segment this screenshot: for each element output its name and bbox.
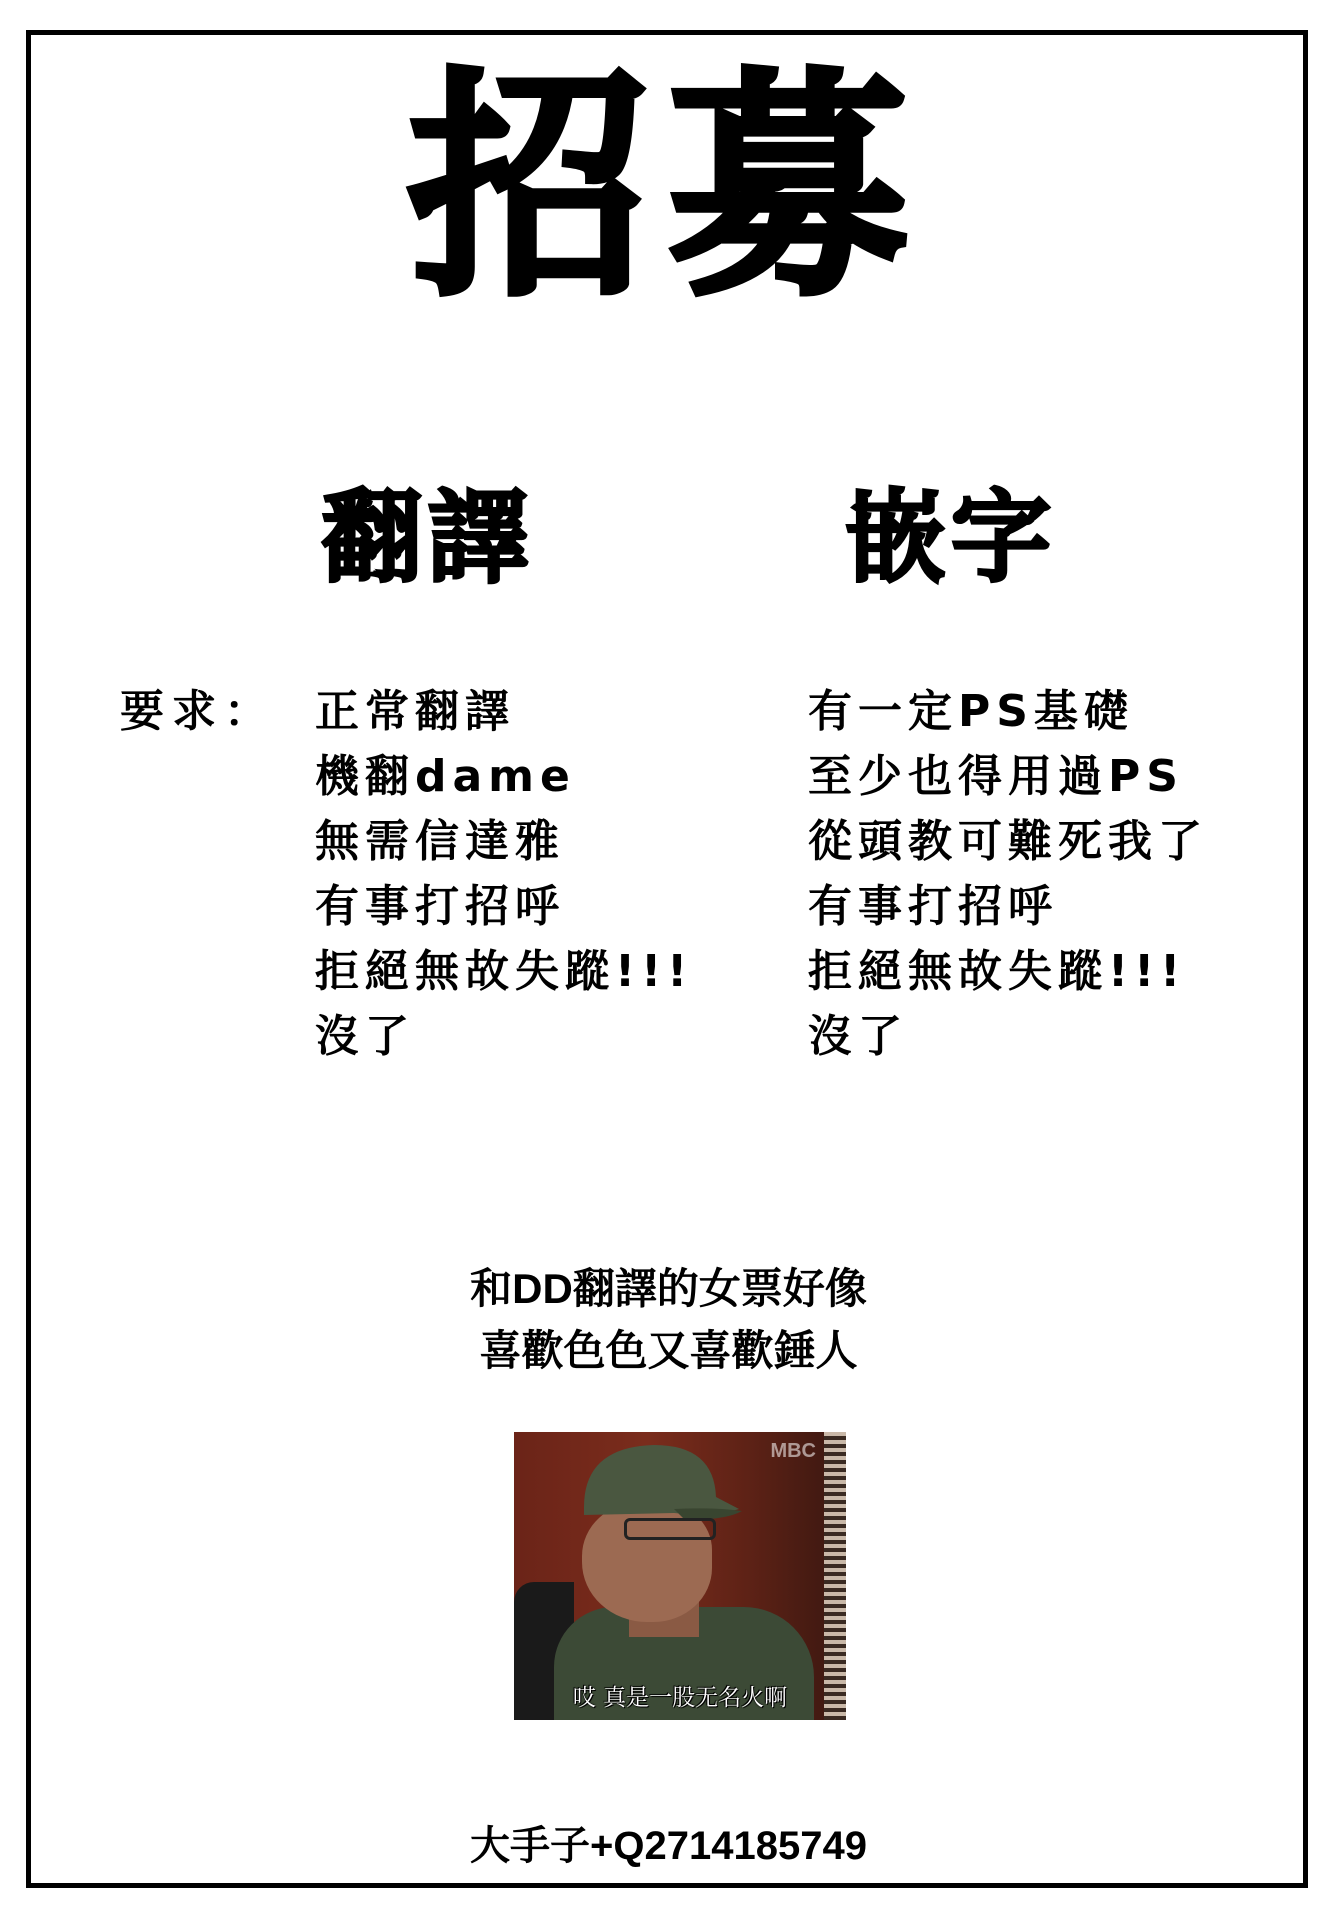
caption-line-1: 和DD翻譯的女票好像 bbox=[470, 1265, 867, 1312]
caption-line-2: 喜歡色色又喜歡錘人 bbox=[479, 1327, 858, 1374]
window-blinds bbox=[824, 1432, 846, 1720]
list-item: 沒了 bbox=[315, 1011, 415, 1062]
heading-typesetting: 嵌字 bbox=[845, 479, 1057, 596]
translation-requirements bbox=[315, 686, 694, 1080]
meme-image bbox=[514, 1432, 846, 1720]
list-item: 拒絕無故失蹤!!! bbox=[808, 946, 1187, 997]
glasses bbox=[624, 1518, 716, 1540]
list-item: 正常翻譯 bbox=[315, 686, 515, 737]
contact-info: 大手子+Q2714185749 bbox=[470, 1824, 867, 1868]
list-item: 沒了 bbox=[808, 1011, 908, 1062]
page-title: 招募 bbox=[408, 48, 929, 328]
list-item: 至少也得用過PS bbox=[808, 751, 1184, 802]
list-item: 拒絕無故失蹤!!! bbox=[315, 946, 694, 997]
typesetting-requirements bbox=[808, 686, 1208, 1080]
list-item: 有事打招呼 bbox=[808, 881, 1058, 932]
military-cap bbox=[564, 1437, 744, 1527]
list-item: 從頭教可難死我了 bbox=[808, 816, 1208, 867]
list-item: 有一定PS基礎 bbox=[808, 686, 1134, 737]
heading-translation: 翻譯 bbox=[322, 479, 534, 596]
list-item: 無需信達雅 bbox=[315, 816, 565, 867]
photo-subtitle: 哎 真是一股无名火啊 bbox=[572, 1685, 788, 1711]
list-item: 有事打招呼 bbox=[315, 881, 565, 932]
tv-watermark: MBC bbox=[770, 1440, 816, 1462]
list-item: 機翻dame bbox=[315, 751, 576, 802]
requirements-label: 要求： bbox=[120, 686, 276, 737]
